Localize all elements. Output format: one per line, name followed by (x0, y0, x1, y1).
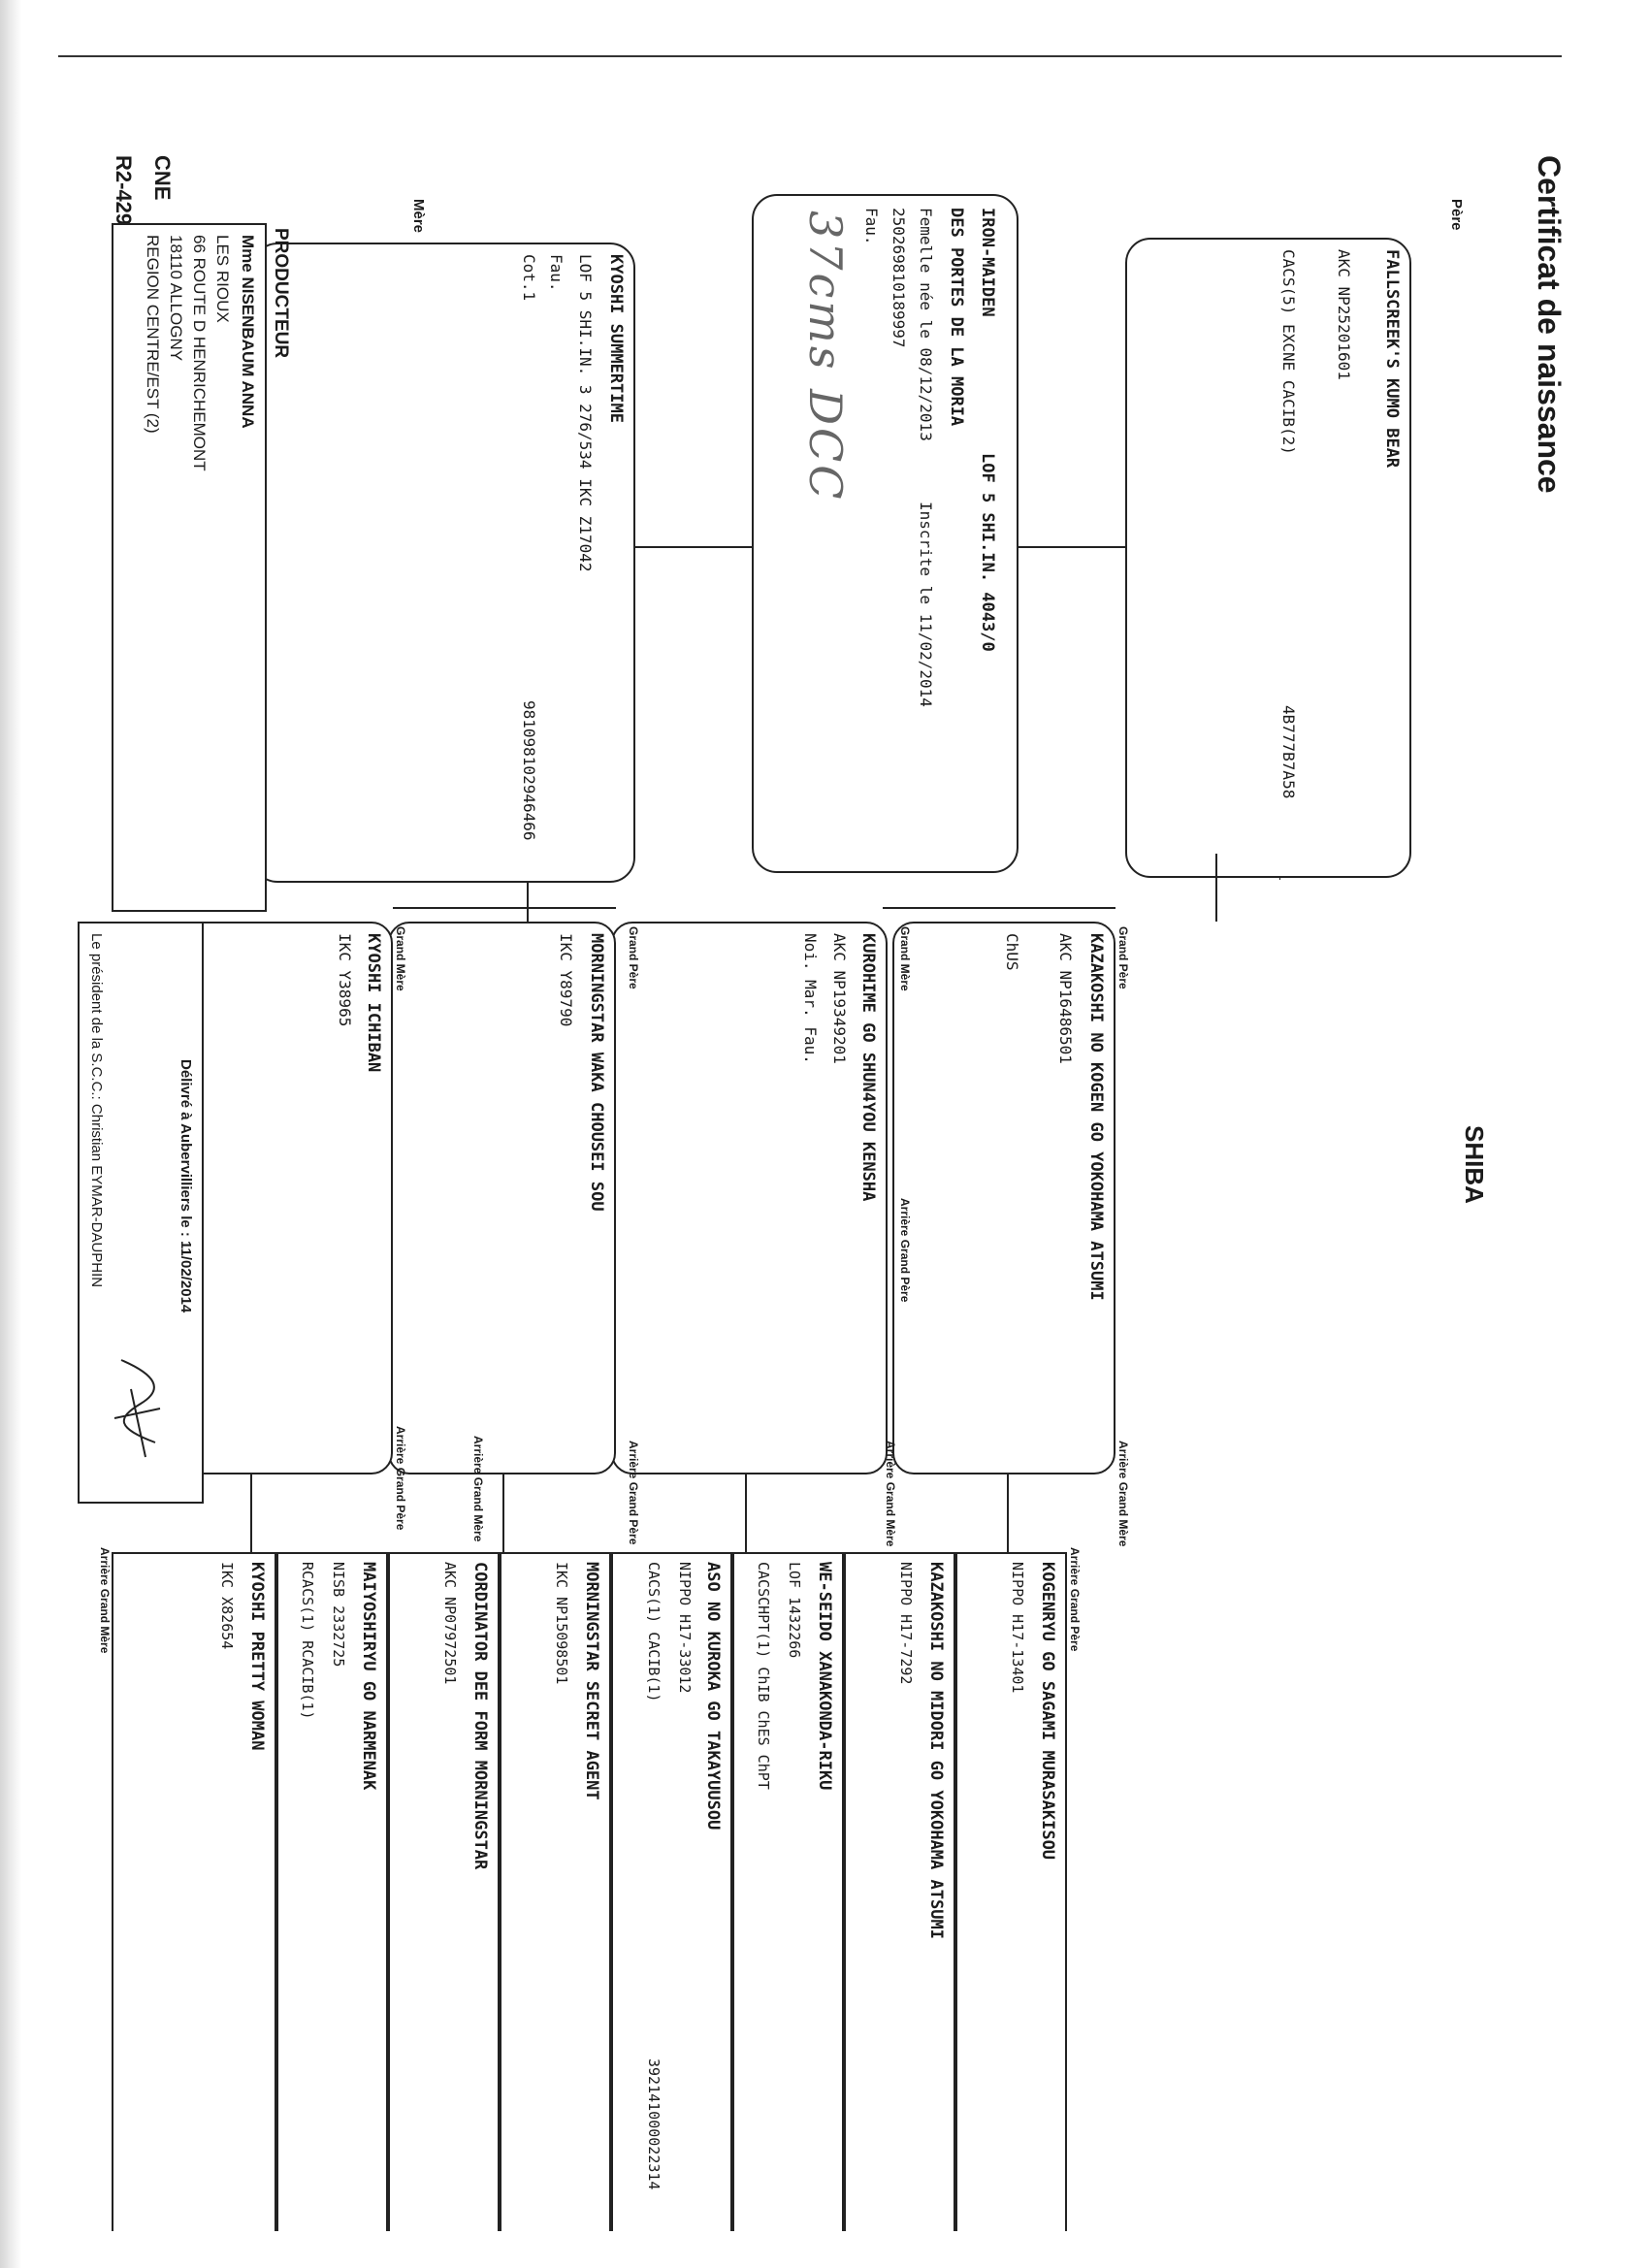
dam-registration: LOF 5 SHI.IN. 3 276/534 IKC Z17042 (576, 254, 595, 572)
label-ggp-bottom: Arrière Grand Mère (98, 1547, 112, 1654)
label-gp2-agm: Arrière Grand Mère (884, 1441, 897, 1547)
dam-name: KYOSHI SUMMERTIME (606, 254, 626, 423)
breed-name: SHIBA (1460, 1125, 1489, 1204)
ggp-cell-3 (732, 1552, 844, 2231)
ggp7-line1: NISB 2332725 (330, 1562, 347, 1668)
label-gp3-agp: Arrière Grand Père (627, 1441, 640, 1545)
producer-box (112, 223, 267, 912)
grandparent-box-2 (611, 922, 888, 1474)
gp1-line2: ChUS (1003, 933, 1021, 971)
conn-gp1-ggp (1007, 1474, 1009, 1552)
producer-name: Mme NISENBAUM ANNA (239, 235, 257, 429)
label-ggp-top: Arrière Grand Père (1068, 1547, 1082, 1652)
dam-box (252, 243, 635, 883)
gp1-name: KAZAKOSHI NO KOGEN GO YOKOHAMA ATSUMI (1086, 933, 1106, 1301)
subject-name-line1: IRON-MAIDEN (978, 208, 997, 317)
label-gp1: Grand Père (1116, 926, 1130, 989)
sire-box (1125, 238, 1411, 878)
ggp4-chip: 392141000022314 (645, 2058, 663, 2190)
gp4-line1: IKC Y38965 (336, 933, 354, 1027)
conn-gp3-ggp (502, 1474, 504, 1552)
label-gp2-agp: Arrière Grand Père (898, 1198, 912, 1303)
ggp4-name: ASO NO KUROKA GO TAKAYUUSOU (703, 1562, 723, 1831)
ggp7-line2: RCACS(1) RCACIB(1) (299, 1562, 316, 1720)
ggp8-name: KYOSHI PRETTY WOMAN (247, 1562, 267, 1751)
gp2-line2: Noi. Mar. Fau. (801, 933, 820, 1064)
gp1-line1: AKC NP16486501 (1056, 933, 1075, 1064)
ggp3-line2: CACSCHPT(1) ChIB ChES ChPT (755, 1562, 772, 1790)
subject-chip: 250269810189997 (889, 208, 908, 348)
gp3-name: MORNINGSTAR WAKA CHOUSEI SOU (587, 933, 606, 1212)
producer-line2: 66 ROUTE D HENRICHEMONT (190, 235, 209, 471)
ggp1-name: KOGENRYU GO SAGAMI MURASAKISOU (1038, 1562, 1057, 1861)
ggp-cell-6 (388, 1552, 500, 2231)
subject-name-line2: DES PORTES DE LA MORIA (947, 208, 966, 427)
ggp4-line1: NIPPO H17-33012 (676, 1562, 694, 1694)
sire-registration: AKC NP25201601 (1335, 249, 1353, 380)
ggp3-line1: LOF 1432266 (786, 1562, 803, 1659)
connector-sire-gp (1215, 854, 1217, 922)
ggp-cell-7 (276, 1552, 388, 2231)
ggp6-name: CORDINATOR DEE FORM MORNINGSTAR (470, 1562, 490, 1870)
subject-color: Fau. (862, 208, 881, 245)
ggp1-line1: NIPPO H17-13401 (1009, 1562, 1026, 1694)
label-ggp1-head: Arrière Grand Mère (1116, 1441, 1130, 1547)
signature-box (78, 922, 204, 1504)
ggp4-line2: CACS(1) CACIB(1) (645, 1562, 663, 1702)
gp2-line1: AKC NP19349201 (830, 933, 849, 1064)
ggp-cell-2 (844, 1552, 955, 2231)
grandparent-box-3 (388, 922, 616, 1474)
label-mere: Mère (410, 199, 427, 234)
ggp-cell-4 (611, 1552, 732, 2231)
ggp3-name: WE-SEIDO XANAKONDA-RIKU (815, 1562, 834, 1791)
producer-line3: 18110 ALLOGNY (167, 235, 185, 362)
connector-sire-gp-v (883, 907, 1116, 909)
certificate-rotated (48, 136, 1571, 2231)
ggp-cell-5 (500, 1552, 611, 2231)
cne-label: CNE (150, 155, 175, 201)
producer-line4: REGION CENTRE/EST (2) (144, 235, 162, 434)
sire-titles: CACS(5) EXCNE CACIB(2) (1279, 249, 1298, 455)
ggp8-line1: IKC X82654 (218, 1562, 236, 1650)
subject-box (752, 194, 1018, 873)
handwritten-note: 37cms DCC (799, 211, 852, 502)
ggp2-name: KAZAKOSHI NO MIDORI GO YOKOHAMA ATSUMI (926, 1562, 946, 1939)
sire-name: FALLSCREEK'S KUMO BEAR (1382, 249, 1402, 469)
connector-dam-gp-v (393, 907, 616, 909)
label-gp3-agm: Arrière Grand Mère (471, 1436, 485, 1542)
gp2-name: KUROHIME GO SHUN4YOU KENSHA (858, 933, 878, 1202)
producer-title: PRODUCTEUR (271, 228, 291, 359)
label-gp4-agp: Arrière Grand Père (394, 1426, 407, 1531)
label-gp3: Grand Père (627, 926, 640, 989)
sire-chip: 4B777B7A58 (1279, 705, 1298, 799)
conn-gp4-ggp (250, 1474, 252, 1552)
gp4-name: KYOSHI ICHIBAN (364, 933, 383, 1073)
spacer2 (1279, 878, 1280, 880)
delivered-line: Délivré à Aubervilliers le : 11/02/2014 (178, 1059, 194, 1313)
producer-line1: LES RIOUX (213, 235, 232, 323)
subject-registration: LOF 5 SHI.IN. 4043/0 (978, 453, 997, 652)
grandparent-box-1 (892, 922, 1116, 1474)
label-gp4: Grand Mère (394, 926, 407, 991)
ggp5-name: MORNINGSTAR SECRET AGENT (582, 1562, 601, 1800)
ggp5-line1: IKC NP15098501 (553, 1562, 570, 1685)
subject-birth: Femelle née le 08/12/2013 (917, 208, 935, 441)
ggp7-name: MAIYOSHIRYU GO NARMENAK (359, 1562, 378, 1791)
president-line: Le président de la S.C.C.: Christian EYMAR-DAUPHIN (88, 933, 105, 1288)
conn-gp2-ggp (745, 1474, 747, 1552)
ggp2-line1: NIPPO H17-7292 (897, 1562, 915, 1685)
top-rule (58, 55, 1562, 57)
connector-sire (1018, 546, 1125, 548)
label-pere: Père (1448, 199, 1465, 231)
scan-edge-shadow (0, 0, 21, 2268)
signature-scribble-icon (107, 1350, 175, 1467)
connector-dam (635, 546, 752, 548)
label-gp2: Grand Mère (898, 926, 912, 991)
subject-inscription: Inscrite le 11/02/2014 (917, 502, 935, 707)
ggp-cell-1 (955, 1552, 1067, 2231)
gp3-line1: IKC Y89790 (557, 933, 575, 1027)
dam-chip: 981098102946466 (520, 700, 538, 841)
dam-cotation: Cot.1 (520, 254, 538, 302)
document-title: Certificat de naissance (1532, 155, 1567, 494)
connector-dam-gp (527, 883, 529, 922)
ggp6-line1: AKC NP07972501 (441, 1562, 459, 1685)
dam-color: Fau. (547, 254, 566, 292)
ggp-cell-8 (112, 1552, 276, 2231)
